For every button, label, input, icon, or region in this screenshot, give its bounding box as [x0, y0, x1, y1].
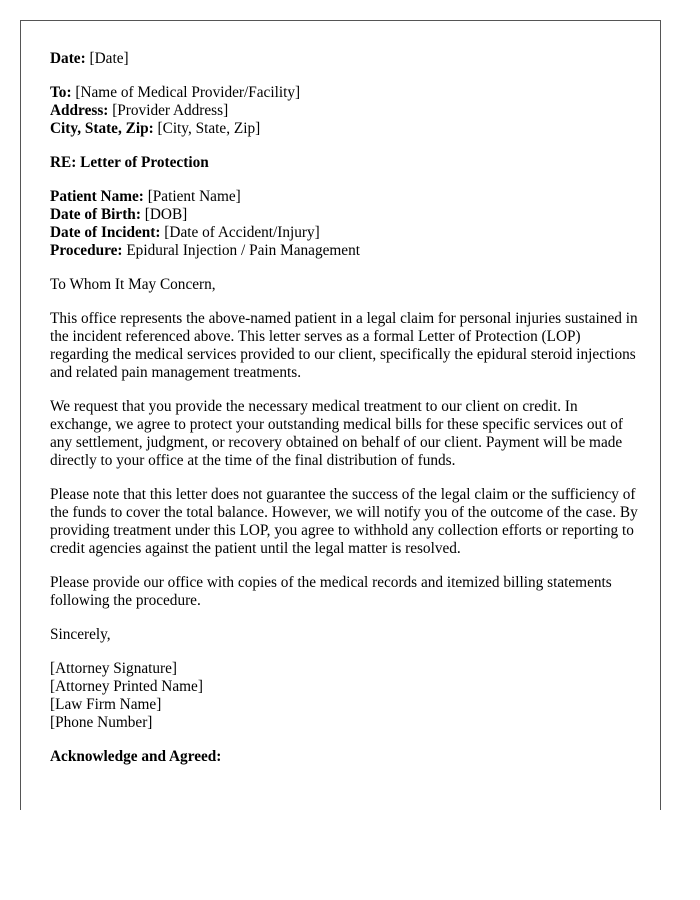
patient-block	[50, 188, 640, 260]
date-line	[50, 50, 640, 68]
letter-content	[50, 50, 640, 782]
patient-name-value: [Patient Name]	[147, 188, 241, 205]
re-line: RE: Letter of Protection	[50, 154, 209, 171]
incident-label: Date of Incident:	[50, 224, 161, 241]
date-label: Date:	[50, 50, 86, 67]
body-paragraph: This office represents the above-named patient in a legal claim for personal injuries sustained in the incident referenced above. This letter serves as a formal Letter of Protection (LOP) regarding the medical services provided to our client, specifically the epidural steroid injections and related pain management treatments.	[50, 310, 638, 381]
address-value: [Provider Address]	[112, 102, 229, 119]
city-state-zip-value: [City, State, Zip]	[157, 120, 261, 137]
closing: Sincerely,	[50, 626, 111, 643]
incident-value: [Date of Accident/Injury]	[164, 224, 320, 241]
acknowledge-block	[50, 748, 640, 766]
recipient-city-line	[50, 120, 640, 138]
to-label: To:	[50, 84, 72, 101]
salutation: To Whom It May Concern,	[50, 276, 216, 293]
law-firm-name: [Law Firm Name]	[50, 696, 162, 713]
recipient-address-line	[50, 102, 640, 120]
procedure-label: Procedure:	[50, 242, 123, 259]
acknowledge-heading: Acknowledge and Agreed:	[50, 748, 222, 765]
letter-page	[20, 20, 661, 810]
patient-incident-line	[50, 224, 640, 242]
patient-dob-line	[50, 206, 640, 224]
patient-name-label: Patient Name:	[50, 188, 144, 205]
patient-procedure-line	[50, 242, 640, 260]
dob-value: [DOB]	[144, 206, 188, 223]
attorney-printed-name: [Attorney Printed Name]	[50, 678, 203, 695]
recipient-block	[50, 84, 640, 138]
signature-block	[50, 660, 640, 732]
recipient-to-line	[50, 84, 640, 102]
body-paragraph: Please provide our office with copies of the medical records and itemized billing statements following the procedure.	[50, 574, 612, 609]
address-label: Address:	[50, 102, 109, 119]
re-block	[50, 154, 640, 172]
city-state-zip-label: City, State, Zip:	[50, 120, 154, 137]
attorney-signature: [Attorney Signature]	[50, 660, 178, 677]
body-paragraph: Please note that this letter does not guarantee the success of the legal claim or the sufficiency of the funds to cover the total balance. However, we will notify you of the outcome of the case. By providing treatment under this LOP, you agree to withhold any collection efforts or reporting to credit agencies against the patient until the legal matter is resolved.	[50, 486, 638, 557]
dob-label: Date of Birth:	[50, 206, 141, 223]
phone-number: [Phone Number]	[50, 714, 153, 731]
patient-name-line	[50, 188, 640, 206]
date-block	[50, 50, 640, 68]
to-value: [Name of Medical Provider/Facility]	[75, 84, 301, 101]
body-paragraph: We request that you provide the necessary medical treatment to our client on credit. In exchange, we agree to protect your outstanding medical bills for these specific services out of any settlement, judgment, or recovery obtained on behalf of our client. Payment will be made directly to your office at the time of the final distribution of funds.	[50, 398, 624, 469]
procedure-value: Epidural Injection / Pain Management	[126, 242, 360, 259]
date-value: [Date]	[89, 50, 129, 67]
